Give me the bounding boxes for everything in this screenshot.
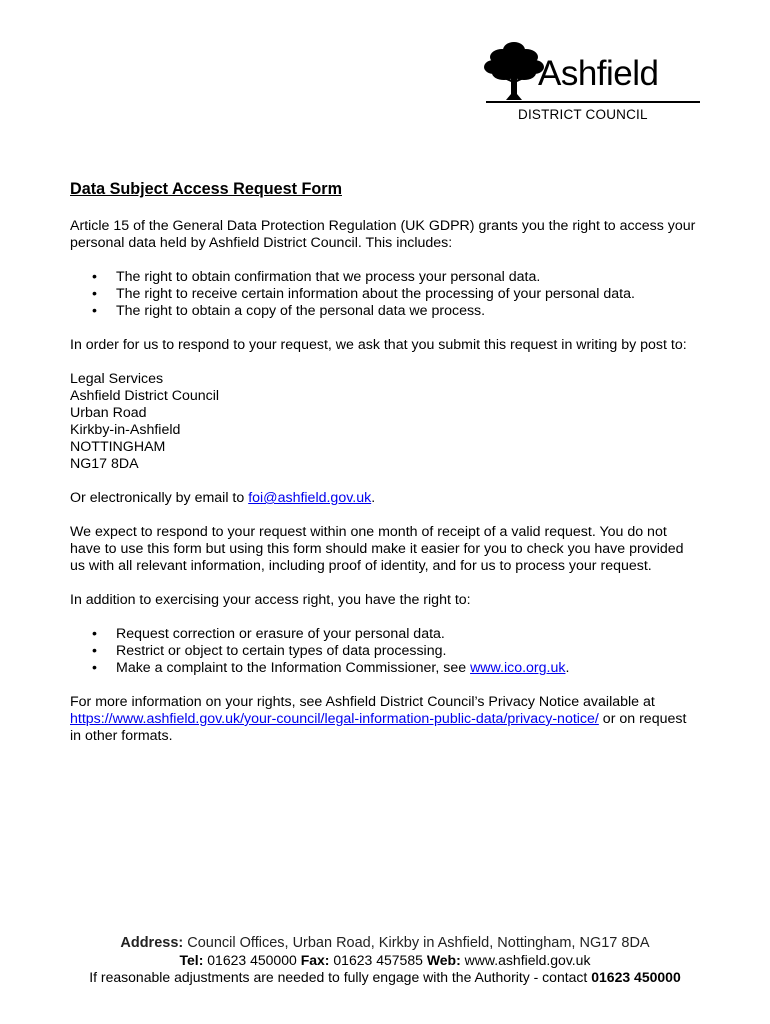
logo-subtitle: DISTRICT COUNCIL xyxy=(518,107,648,122)
document-body xyxy=(70,181,700,745)
more-info-paragraph: For more information on your rights, see Ashfield District Council’s Privacy Notice available at https://www.ashfield.gov.uk/your-council/legal-information-public-data/privacy-notice/ or on request in other formats. xyxy=(70,694,687,744)
address-line: Urban Road xyxy=(70,405,147,421)
email-link[interactable]: foi@ashfield.gov.uk xyxy=(248,490,372,506)
list-item: • Restrict or object to certain types of data processing. xyxy=(70,643,700,660)
logo-divider xyxy=(486,101,700,103)
logo-name: Ashfield xyxy=(538,54,659,93)
tree-icon xyxy=(484,40,544,102)
response-paragraph: We expect to respond to your request within one month of receipt of a valid request. You do not have to use this form but using this form should make it easier for you to check you have provided us with all relevant information, including proof of identity, and for us to process your request. xyxy=(70,524,684,574)
ico-link[interactable]: www.ico.org.uk xyxy=(470,660,566,676)
address-line: Legal Services xyxy=(70,371,164,387)
footer-address: Address: Council Offices, Urban Road, Kirkby in Ashfield, Nottingham, NG17 8DA xyxy=(120,935,650,951)
council-logo xyxy=(484,40,704,125)
address-line: NG17 8DA xyxy=(70,456,139,472)
list-item: • Request correction or erasure of your personal data. xyxy=(70,626,700,643)
list-item: • The right to obtain confirmation that we process your personal data. xyxy=(70,269,700,286)
footer-contact: Tel: 01623 450000 Fax: 01623 457585 Web: www.ashfield.gov.uk xyxy=(179,952,591,968)
postal-address xyxy=(70,371,700,473)
list-item: • The right to obtain a copy of the personal data we process. xyxy=(70,303,700,320)
address-line: Kirkby-in-Ashfield xyxy=(70,422,181,438)
rights-list xyxy=(70,269,700,320)
page-footer xyxy=(0,935,770,986)
email-paragraph: Or electronically by email to foi@ashfield.gov.uk. xyxy=(70,490,376,506)
privacy-notice-link[interactable]: https://www.ashfield.gov.uk/your-council/legal-information-public-data/privacy-notice/ xyxy=(70,711,599,727)
intro-paragraph: Article 15 of the General Data Protection Regulation (UK GDPR) grants you the right to access your personal data held by Ashfield District Council. This includes: xyxy=(70,218,696,251)
page-title: Data Subject Access Request Form xyxy=(70,180,342,198)
address-line: Ashfield District Council xyxy=(70,388,220,404)
post-instruction: In order for us to respond to your request, we ask that you submit this request in writing by post to: xyxy=(70,337,687,353)
additional-rights-intro: In addition to exercising your access right, you have the right to: xyxy=(70,592,471,608)
additional-rights-list xyxy=(70,626,700,677)
footer-adjustments: If reasonable adjustments are needed to fully engage with the Authority - contact 01623 450000 xyxy=(89,969,681,985)
address-line: NOTTINGHAM xyxy=(70,439,166,455)
list-item: • Make a complaint to the Information Commissioner, see www.ico.org.uk. xyxy=(70,660,700,677)
list-item: • The right to receive certain information about the processing of your personal data. xyxy=(70,286,700,303)
